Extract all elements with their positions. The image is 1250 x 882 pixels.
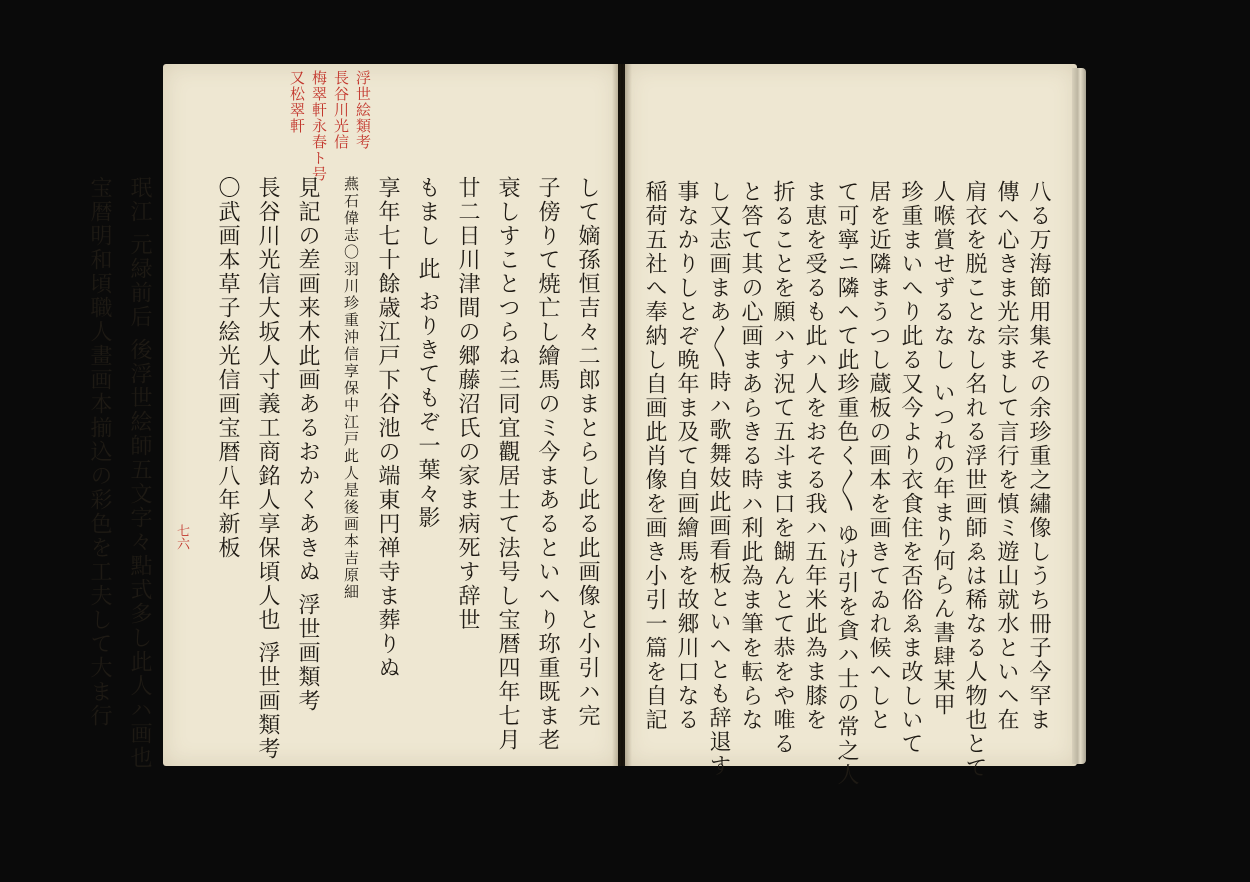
text-line: し又志画まあ〳〵時ハ歌舞妓此画看板といへとも辞退す (706, 180, 731, 778)
text-line: 折ることを願ハす況て五斗ま口を餬んとて恭をや唯る (770, 180, 795, 756)
text-line: 八る万海節用集その余珍重之繡像しうち冊子今罕ま (1026, 180, 1051, 732)
text-line: 燕石偉志〇羽川珍重沖信享保中江戸此人是後画本吉原細 (342, 176, 360, 601)
book-gutter (612, 64, 632, 766)
stamp-line: 浮世絵類考 (354, 70, 372, 150)
text-line: 宝暦明和頃職人畫画本揃込の彩色を工夫して大ま行 (87, 176, 112, 728)
stamp-line: 長谷川光信 (332, 70, 350, 150)
text-line: 享年七十餘歳江戸下谷池の端東円禅寺ま葬りぬ (375, 176, 400, 680)
stamp-line: 梅翠軒永春ト号 (310, 70, 328, 182)
text-line: 人喉賞せずるなし いつれの年まり何らん書肆某甲 (930, 180, 955, 717)
text-line: て可寧ニ隣へて此珍重色く〳〵 ゆけ引を貪ハ士の常之人 (834, 180, 859, 787)
text-line: 廿二日川津間の郷藤沼氏の家ま病死す辞世 (455, 176, 480, 632)
text-line: 〇武画本草子絵光信画宝暦八年新板 (215, 176, 240, 560)
text-line: 居を近隣まうつし蔵板の画本を画きてゐれ候へしと (866, 180, 891, 732)
text-line: 衰しすことつらね三同宜觀居士て法号し宝暦四年七月 (495, 176, 520, 752)
text-line: 見記の差画来木此画あるおかくあきぬ 浮世画類考 (295, 176, 320, 713)
text-line: 事なかりしとぞ晩年ま及て自画繪馬を故郷川口なる (674, 180, 699, 732)
text-line: ま恵を受るも此ハ人をおそる我ハ五年米此為ま膝を (802, 180, 827, 732)
stamp-line: 又松翠軒 (288, 70, 306, 134)
page-number: 七六 (174, 524, 189, 550)
page-edge (1072, 68, 1086, 764)
text-line: 珉江 元緑前后 後浮世絵師五文字々點式多し此人ハ画也 (127, 176, 152, 770)
text-line: 長谷川光信大坂人寸義工商銘人享保頃人也 浮世画類考 (255, 176, 280, 761)
text-line: 稲荷五社へ奉納し自画此肖像を画き小引一篇を自記 (642, 180, 667, 732)
text-line: して嫡孫恒吉々二郎まとらし此る此画像と小引ハ完 (575, 176, 600, 728)
text-line: 肩衣を脱ことなし名れる浮世画師ゑは稀なる人物也とて (962, 180, 987, 780)
text-line: 子傍りて焼亡し繪馬のミ今まあるといへり珎重既ま老 (535, 176, 560, 752)
text-line: と答て其の心画まあらきる時ハ利此為ま筆を転らな (738, 180, 763, 732)
text-line: 珍重まいへり此る又今より衣食住を否俗ゑま改しいて (898, 180, 923, 756)
right-page (625, 64, 1077, 787)
text-line: もまし 此 おりきてもぞ一葉々影 (415, 176, 440, 530)
text-line: 傳へ心きま光宗まして言行を慎ミ遊山就水といへ在 (994, 180, 1019, 732)
red-stamp (284, 70, 370, 772)
left-page (87, 64, 618, 770)
